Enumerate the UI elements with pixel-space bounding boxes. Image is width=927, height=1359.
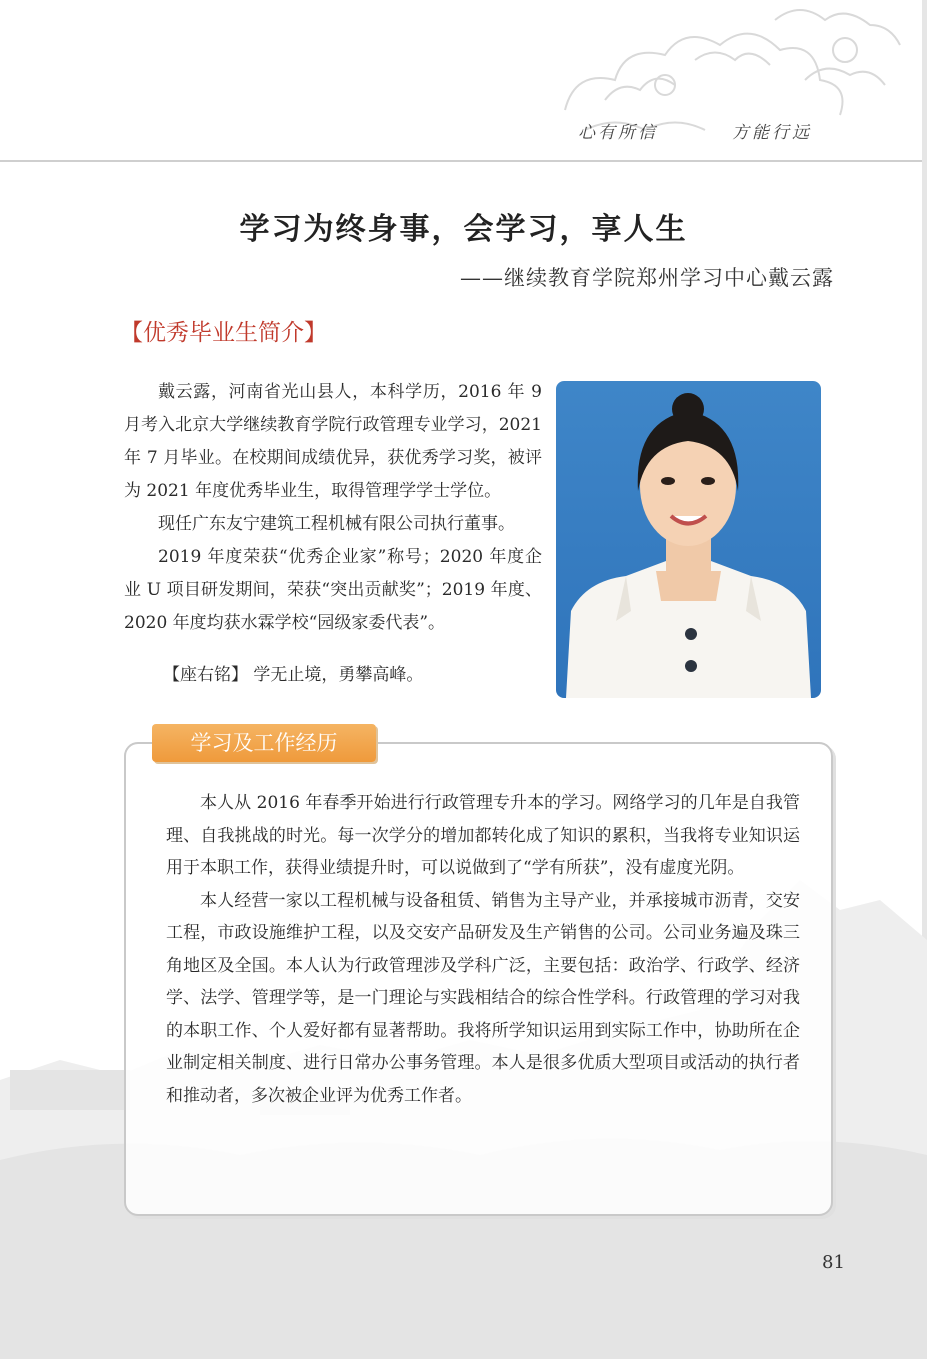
article-subtitle: ——继续教育学院郑州学习中心戴云露 [460,266,834,290]
portrait-illustration [556,381,821,698]
header-motto-left: 心有所信 [578,123,658,143]
profile-intro [124,376,542,640]
graduate-portrait-photo [556,381,821,698]
experience-tab-label: 学习及工作经历 [152,724,376,762]
article-title: 学习为终身事，会学习，享人生 [239,212,688,247]
profile-paragraph: 2019 年度荣获“优秀企业家”称号；2020 年度企业 U 项目研发期间，荣获“突出贡献奖”；2019 年度、2020 年度均获水霖学校“园级家委代表”。 [124,547,542,633]
profile-section-heading: 【优秀毕业生简介】 [120,320,327,346]
experience-paragraph: 本人从 2016 年春季开始进行行政管理专升本的学习。网络学习的几年是自我管理、自我挑战的时光。每一次学分的增加都转化成了知识的累积，当我将专业知识运用于本职工作，获得业绩提升时，可以说做到了“学有所获”，没有虚度光阴。 [166,793,800,878]
page-number: 81 [822,1252,845,1273]
header-motto-right: 方能行远 [732,123,812,143]
profile-paragraph: 现任广东友宁建筑工程机械有限公司执行董事。 [158,514,515,534]
personal-motto: 【座右铭】 学无止境，勇攀高峰。 [163,665,424,685]
experience-text [166,787,800,1112]
experience-paragraph: 本人经营一家以工程机械与设备租赁、销售为主导产业，并承接城市沥青，交安工程，市政设施维护工程，以及交安产品研发及生产销售的公司。公司业务遍及珠三角地区及全国。本人认为行政管理涉及学科广泛，主要包括：政治学、行政学、经济学、法学、管理学等，是一门理论与实践相结合的综合性学科。行政管理的学习对我的本职工作、个人爱好都有显著帮助。我将所学知识运用到实际工作中，协助所在企业制定相关制度、进行日常办公事务管理。本人是很多优质大型项目或活动的执行者和推动者，多次被企业评为优秀工作者。 [166,890,800,1106]
profile-paragraph: 戴云露，河南省光山县人，本科学历，2016 年 9 月考入北京大学继续教育学院行政管理专业学习，2021 年 7 月毕业。在校期间成绩优异，获优秀学习奖，被评为 2021 年度优秀毕业生，取得管理学学士学位。 [124,382,542,501]
page-header [0,0,925,162]
